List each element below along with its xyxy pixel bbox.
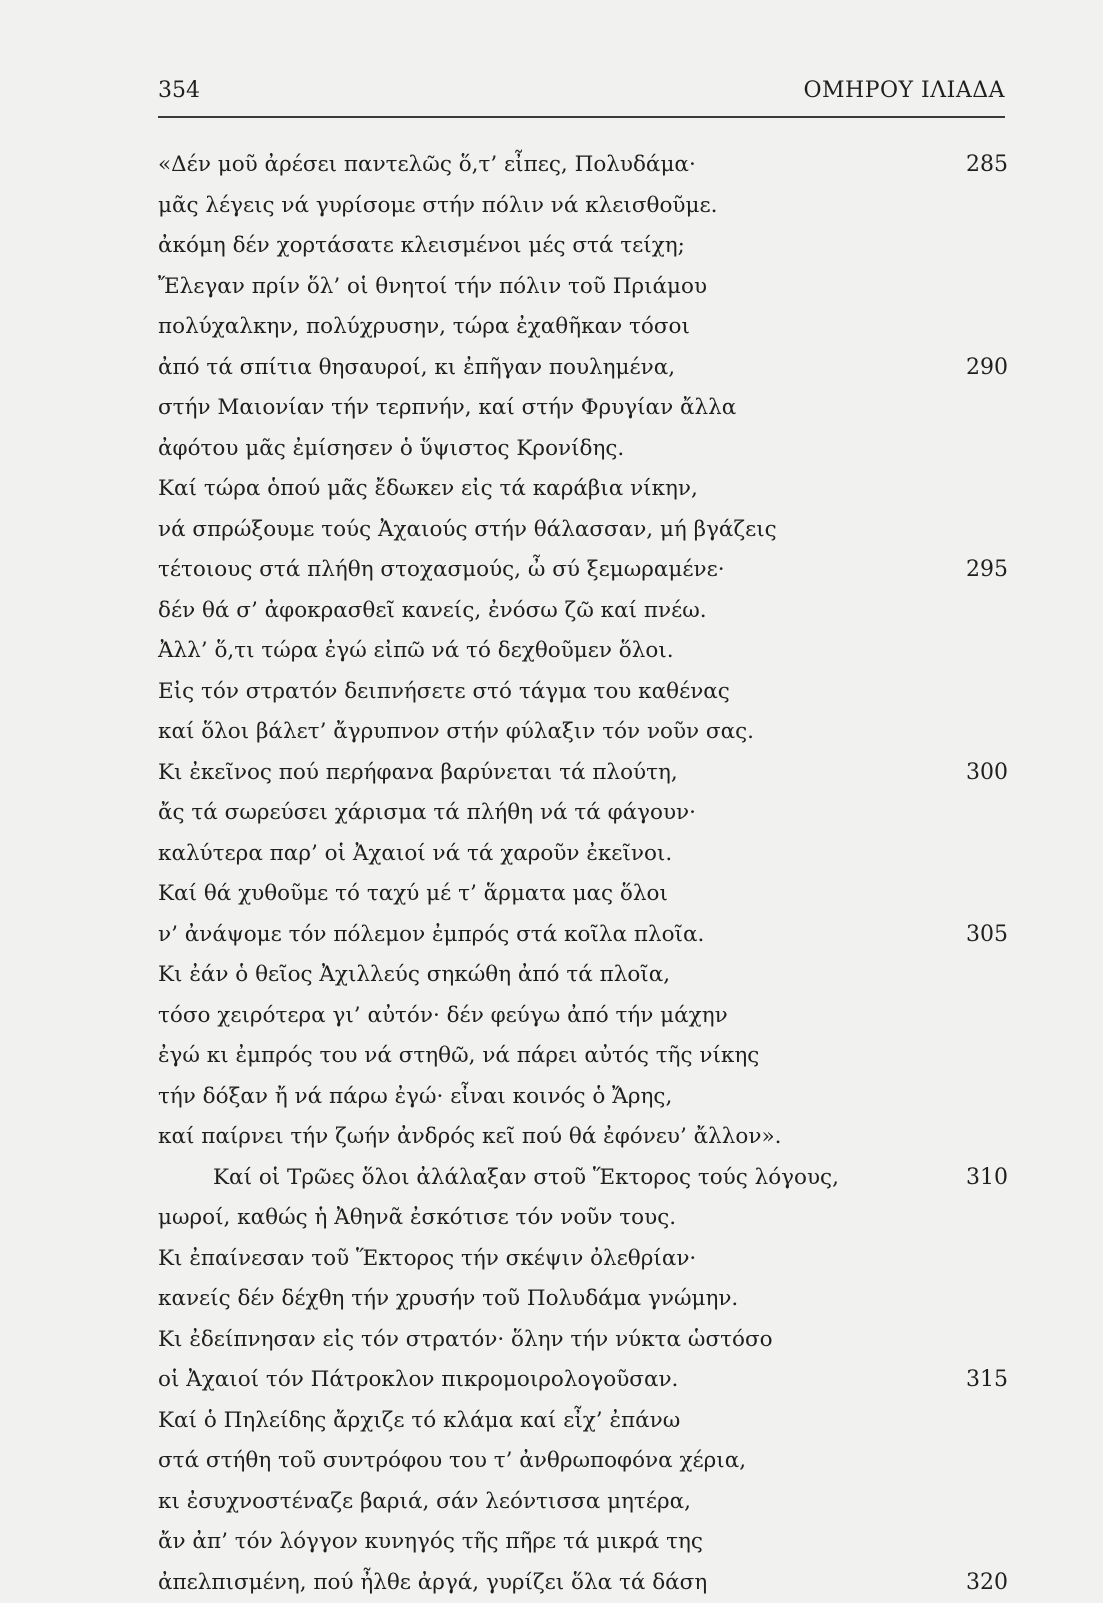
verse-line [158,1198,1008,1239]
verse-line [158,145,1008,186]
verse-line [158,631,1008,672]
verse-text: καλύτερα παρ’ οἱ Ἀχαιοί νά τά χαροῦν ἐκεῖνοι. [158,841,672,866]
verse-line [158,712,1008,753]
verse-line [158,1401,1008,1442]
line-number: 315 [966,1360,1008,1401]
verse-line [158,388,1008,429]
verse-text: Κι ἐδείπνησαν εἰς τόν στρατόν· ὅλην τήν νύκτα ὡστόσο [158,1327,773,1352]
verse-text: οἱ Ἀχαιοί τόν Πάτροκλον πικρομοιρολογοῦσαν. [158,1367,678,1392]
line-number: 300 [966,753,1008,794]
verse-line [158,1522,1008,1563]
verse-line [158,793,1008,834]
verse-line [158,834,1008,875]
verse-line [158,1117,1008,1158]
verse-text: Καί θά χυθοῦμε τό ταχύ μέ τ’ ἅρματα μας ὅλοι [158,881,668,906]
verse-line [158,307,1008,348]
verse-line [158,1239,1008,1280]
verse-text: ἀφότου μᾶς ἐμίσησεν ὁ ὕψιστος Κρονίδης. [158,436,624,461]
verse-text: καί παίρνει τήν ζωήν ἀνδρός κεῖ πού θά ἐφόνευ’ ἄλλον». [158,1124,781,1149]
verse-text: ἄν ἀπ’ τόν λόγγον κυνηγός τῆς πῆρε τά μικρά της [158,1529,703,1554]
verse-line [158,469,1008,510]
verse-text: Κι ἐάν ὁ θεῖος Ἀχιλλεύς σηκώθη ἀπό τά πλοῖα, [158,962,670,987]
verse-line [158,226,1008,267]
verse-line [158,186,1008,227]
verse-line [158,753,1008,794]
verse-line [158,348,1008,389]
line-number: 310 [966,1158,1008,1199]
verse-text: κανείς δέν δέχθη τήν χρυσήν τοῦ Πολυδάμα γνώμην. [158,1286,738,1311]
verse-text: καί ὅλοι βάλετ’ ἄγρυπνον στήν φύλαξιν τόν νοῦν σας. [158,719,754,744]
verse-line [158,1482,1008,1523]
verse-text: Ἀλλ’ ὅ,τι τώρα ἐγώ εἰπῶ νά τό δεχθοῦμεν ὅλοι. [158,638,674,663]
verse-line [158,591,1008,632]
verse-line [158,510,1008,551]
verse-text: δέν θά σ’ ἀφοκρασθεῖ κανείς, ἐνόσω ζῶ καί πνέω. [158,598,707,623]
verse-line [158,550,1008,591]
verse-line [158,1279,1008,1320]
verse-line [158,1158,1008,1199]
verse-text: Καί τώρα ὁπού μᾶς ἔδωκεν εἰς τά καράβια νίκην, [158,476,698,501]
running-title: ΟΜΗΡΟΥ ΙΛΙΑΔΑ [803,78,1005,103]
poem-text [158,145,1008,1603]
verse-text: ἀπελπισμένη, πού ἦλθε ἀργά, γυρίζει ὅλα τά δάση [158,1570,707,1595]
verse-line [158,1360,1008,1401]
verse-text: πολύχαλκην, πολύχρυσην, τώρα ἐχαθῆκαν τόσοι [158,314,690,339]
verse-line [158,267,1008,308]
line-number: 305 [966,915,1008,956]
line-number: 295 [966,550,1008,591]
verse-text: νά σπρώξουμε τούς Ἀχαιούς στήν θάλασσαν, μή βγάζεις [158,517,777,542]
verse-text: τήν δόξαν ἤ νά πάρω ἐγώ· εἶναι κοινός ὁ Ἄρης, [158,1084,672,1109]
verse-text: «Δέν μοῦ ἀρέσει παντελῶς ὅ,τ’ εἶπες, Πολυδάμα· [158,152,696,177]
verse-text: στήν Μαιονίαν τήν τερπνήν, καί στήν Φρυγίαν ἄλλα [158,395,736,420]
line-number: 285 [966,145,1008,186]
verse-text: ν’ ἀνάψομε τόν πόλεμον ἐμπρός στά κοῖλα πλοῖα. [158,922,704,947]
verse-text: τόσο χειρότερα γι’ αὐτόν· δέν φεύγω ἀπό τήν μάχην [158,1003,728,1028]
verse-line [158,915,1008,956]
verse-text: Κι ἐπαίνεσαν τοῦ Ἕκτορος τήν σκέψιν ὀλεθρίαν· [158,1246,696,1271]
verse-text: στά στήθη τοῦ συντρόφου του τ’ ἀνθρωποφόνα χέρια, [158,1448,746,1473]
line-number: 320 [966,1563,1008,1603]
verse-text: Εἰς τόν στρατόν δειπνήσετε στό τάγμα του καθένας [158,679,730,704]
page-header [158,76,1005,118]
verse-text: μωροί, καθώς ἡ Ἀθηνᾶ ἐσκότισε τόν νοῦν τους. [158,1205,676,1230]
verse-line [158,1036,1008,1077]
verse-text: Ἔλεγαν πρίν ὅλ’ οἱ θνητοί τήν πόλιν τοῦ Πριάμου [158,274,707,299]
verse-line [158,429,1008,470]
verse-text: Καί ὁ Πηλείδης ἄρχιζε τό κλάμα καί εἶχ’ ἐπάνω [158,1408,680,1433]
page-number: 354 [158,78,200,103]
line-number: 290 [966,348,1008,389]
verse-text: τέτοιους στά πλήθη στοχασμούς, ὦ σύ ξεμωραμένε· [158,557,725,582]
verse-text: ἐγώ κι ἐμπρός του νά στηθῶ, νά πάρει αὐτός τῆς νίκης [158,1043,759,1068]
verse-line [158,1077,1008,1118]
verse-line [158,1563,1008,1603]
verse-text: κι ἐσυχνοστέναζε βαριά, σάν λεόντισσα μητέρα, [158,1489,691,1514]
verse-line [158,1320,1008,1361]
verse-text: Κι ἐκεῖνος πού περήφανα βαρύνεται τά πλούτη, [158,760,678,785]
verse-line [158,672,1008,713]
verse-text: ἀπό τά σπίτια θησαυροί, κι ἐπῆγαν πουλημένα, [158,355,675,380]
verse-text: ἄς τά σωρεύσει χάρισμα τά πλήθη νά τά φάγουν· [158,800,696,825]
verse-text: ἀκόμη δέν χορτάσατε κλεισμένοι μές στά τείχη; [158,233,685,258]
verse-line [158,874,1008,915]
verse-line [158,996,1008,1037]
verse-line [158,1441,1008,1482]
verse-line [158,955,1008,996]
verse-text: μᾶς λέγεις νά γυρίσομε στήν πόλιν νά κλεισθοῦμε. [158,193,717,218]
verse-text: Καί οἱ Τρῶες ὅλοι ἀλάλαξαν στοῦ Ἕκτορος τούς λόγους, [158,1165,839,1190]
